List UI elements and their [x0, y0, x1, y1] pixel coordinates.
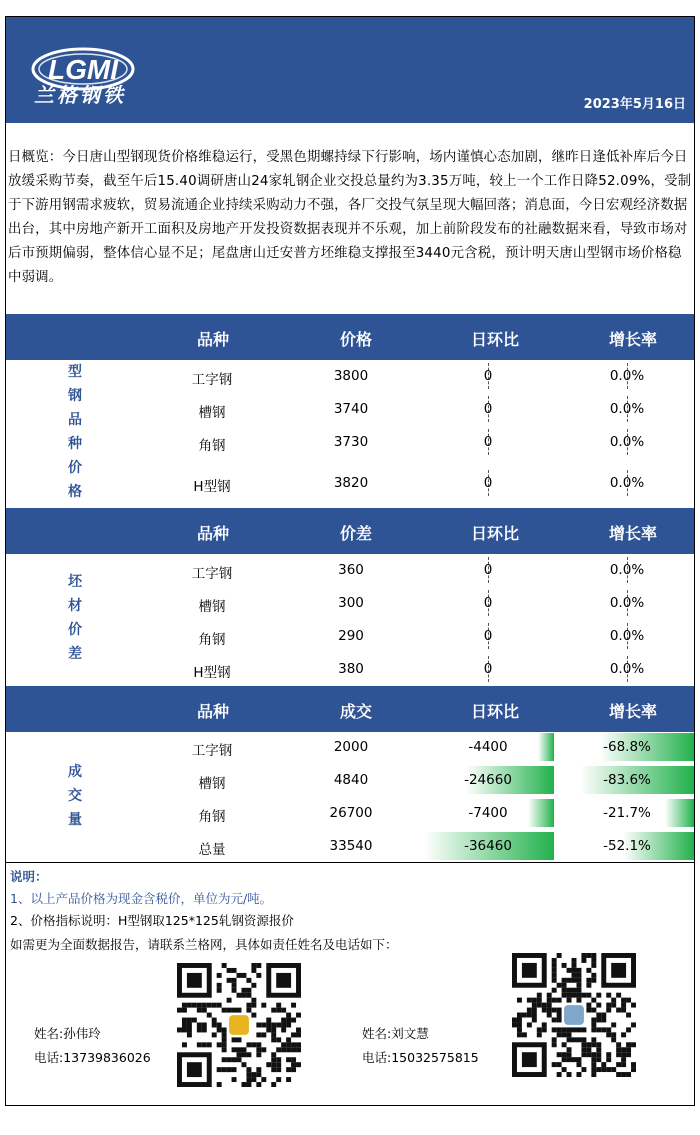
table-row	[144, 459, 694, 507]
section-label-spread: 坯 材 价 差	[68, 574, 82, 662]
table-row	[144, 830, 694, 863]
value-cell: 33540	[329, 838, 373, 854]
daily-change-cell: -4400	[468, 739, 508, 755]
contact-2-phone: 电话:15032575815	[362, 1050, 479, 1065]
qr-code-2	[512, 953, 636, 1077]
daily-change-cell: -24660	[464, 772, 512, 788]
contact-1-phone: 电话:13739836026	[34, 1050, 151, 1065]
daily-change-cell: 0	[483, 661, 493, 677]
growth-rate-cell: -52.1%	[603, 838, 651, 854]
daily-change-cell: -7400	[468, 805, 508, 821]
section-header-spread	[6, 508, 694, 554]
variety-cell: 角钢	[198, 809, 226, 825]
table-row	[144, 360, 694, 393]
table-row	[144, 620, 694, 653]
value-cell: 380	[338, 661, 364, 677]
variety-cell: H型钢	[193, 665, 231, 681]
variety-cell: 工字钢	[191, 566, 233, 582]
table-row	[144, 587, 694, 620]
growth-rate-cell: 0.0%	[609, 368, 645, 384]
daily-change-cell: -36460	[464, 838, 512, 854]
variety-cell: 角钢	[198, 632, 226, 648]
brand-name: 兰格钢铁	[34, 83, 126, 107]
growth-rate-cell: 0.0%	[609, 434, 645, 450]
growth-rate-cell: -68.8%	[603, 739, 651, 755]
table-row	[144, 554, 694, 587]
daily-change-cell: 0	[483, 562, 493, 578]
daily-change-cell: 0	[483, 628, 493, 644]
header-growth-rate: 增长率	[608, 702, 658, 721]
variety-cell: 角钢	[198, 438, 226, 454]
logo-text: LGMI	[48, 54, 118, 85]
value-cell: 3800	[333, 368, 369, 384]
section-label-volume: 成 交 量	[68, 764, 82, 828]
header-growth-rate: 增长率	[608, 330, 658, 349]
growth-rate-cell: 0.0%	[609, 401, 645, 417]
daily-change-cell: 0	[483, 474, 493, 491]
note-line-2: 2、价格指标说明：H型钢取125*125轧钢资源报价	[10, 913, 294, 928]
table-row	[144, 764, 694, 797]
variety-cell: 工字钢	[191, 372, 233, 388]
table-row	[144, 731, 694, 764]
table-row	[144, 426, 694, 459]
header-variety: 品种	[196, 524, 230, 543]
value-cell: 4840	[333, 772, 369, 788]
variety-cell: 槽钢	[198, 405, 226, 421]
growth-rate-cell: 0.0%	[609, 661, 645, 677]
header-volume: 成交	[339, 702, 373, 721]
contact-1-name: 姓名:孙伟玲	[34, 1026, 101, 1041]
daily-change-cell: 0	[483, 595, 493, 611]
daily-change-cell: 0	[483, 401, 493, 417]
note-line-3: 如需更为全面数据报告，请联系兰格网，具体如责任姓名及电话如下：	[10, 937, 398, 952]
growth-rate-cell: 0.0%	[609, 628, 645, 644]
value-cell: 2000	[333, 739, 369, 755]
daily-change-bar	[528, 799, 554, 827]
daily-change-cell: 0	[483, 434, 493, 450]
header-growth-rate: 增长率	[608, 524, 658, 543]
notes-title: 说明：	[10, 869, 48, 884]
variety-cell: 工字钢	[191, 743, 233, 759]
table-row	[144, 393, 694, 426]
header-daily-change: 日环比	[470, 524, 520, 543]
growth-rate-cell: -83.6%	[603, 772, 651, 788]
growth-rate-bar	[665, 799, 695, 827]
growth-rate-cell: 0.0%	[609, 474, 645, 491]
growth-rate-cell: -21.7%	[603, 805, 651, 821]
value-cell: 3740	[333, 401, 369, 417]
value-cell: 300	[338, 595, 364, 611]
header-variety: 品种	[196, 702, 230, 721]
variety-cell: 槽钢	[198, 599, 226, 615]
value-cell: 26700	[329, 805, 373, 821]
growth-rate-cell: 0.0%	[609, 595, 645, 611]
daily-change-bar	[538, 733, 554, 761]
variety-cell: 槽钢	[198, 776, 226, 792]
report-date: 2023年5月16日	[583, 97, 686, 112]
report-header	[6, 17, 694, 123]
section-header-price	[6, 314, 694, 360]
header-price: 价格	[339, 330, 373, 349]
contact-2-name: 姓名:刘文慧	[362, 1026, 429, 1041]
value-cell: 360	[338, 562, 364, 578]
qr-code-1	[177, 963, 301, 1087]
header-daily-change: 日环比	[470, 330, 520, 349]
growth-rate-cell: 0.0%	[609, 562, 645, 578]
header-spread: 价差	[339, 524, 373, 543]
section-header-volume	[6, 686, 694, 732]
value-cell: 290	[338, 628, 364, 644]
variety-cell: 总量	[198, 842, 226, 858]
daily-change-cell: 0	[483, 368, 493, 384]
variety-cell: H型钢	[193, 478, 231, 495]
section-label-price: 型 钢 品 种 价 格	[68, 364, 82, 500]
daily-summary: 日概览：今日唐山型钢现货价格维稳运行，受黑色期螺持绿下行影响，场内谨慎心态加剧，继昨日逢低补库后今日放缓采购节奏，截至午后15.40调研唐山24家轧钢企业交投总量约为3.35万吨，较上一个工作日降52.09%，受制于下游用钢需求疲软，贸易流通企业持续采购动力不强，各厂交投气氛呈现大幅回落；消息面，今日宏观经济数据出台，其中房地产新开工面积及房地产开发投资数据表现并不乐观，加上前阶段发布的社融数据来看，导致市场对后市预期偏弱，整体信心显不足；尾盘唐山迁安普方坯维稳支撑报至3440元含税，预计明天唐山型钢市场价格稳中弱调。	[8, 150, 692, 285]
table-row	[144, 653, 694, 686]
value-cell: 3730	[333, 434, 369, 450]
note-line-1: 1、以上产品价格为现金含税价，单位为元/吨。	[10, 891, 273, 906]
header-variety: 品种	[196, 330, 230, 349]
value-cell: 3820	[333, 474, 369, 491]
header-daily-change: 日环比	[470, 702, 520, 721]
table-row	[144, 797, 694, 830]
